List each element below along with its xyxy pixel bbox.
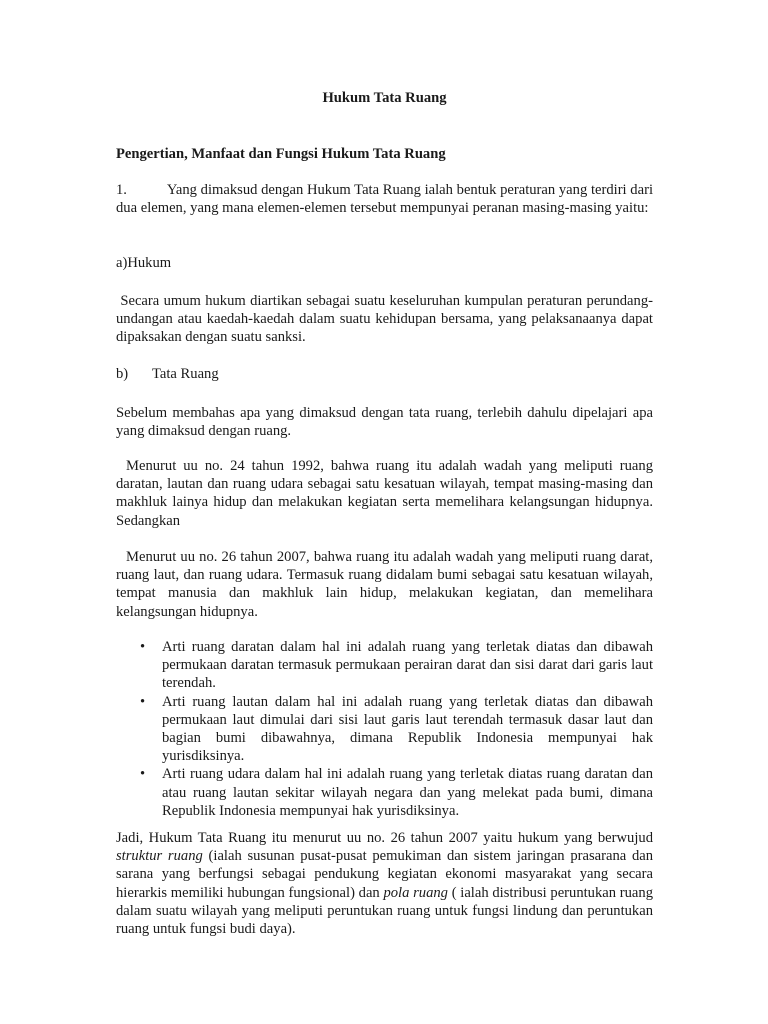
hukum-definition-paragraph: Secara umum hukum diartikan sebagai suatu keseluruhan kumpulan peraturan perundang-undangan atau kaedah-kaedah dalam suatu kehidupan bersama, yang pelaksanaanya dapat dipaksakan dengan suatu sanksi.	[116, 293, 657, 346]
sub-b-marker: b)	[116, 366, 129, 382]
point-1-text: Yang dimaksud dengan Hukum Tata Ruang ialah bentuk peraturan yang terdiri dari dua elemen, yang mana elemen-elemen tersebut mempunyai peranan masing-masing yaitu:	[116, 182, 653, 217]
point-1-number: 1.	[116, 182, 127, 198]
bullet-text: Arti ruang udara dalam hal ini adalah ruang yang terletak diatas ruang daratan dan atau ruang lautan sekitar wilayah negara dan yang melekat pada bumi, dimana Republik Indonesia mempunyai hak yurisdiksinya.	[162, 766, 653, 819]
bullet-icon: •	[140, 639, 146, 655]
list-item	[116, 693, 653, 766]
uu26-paragraph	[116, 548, 653, 621]
conclusion-paragraph	[116, 829, 653, 938]
bullet-icon: •	[140, 766, 146, 783]
sub-b-label: Tata Ruang	[152, 366, 219, 382]
bullet-text: Arti ruang lautan dalam hal ini adalah ruang yang terletak diatas dan dibawah permukaan laut dimulai dari sisi laut garis laut terendah termasuk dasar laut dan bagian bumi dibawahnya, dimana Republik Indonesia mempunyai hak yurisdiksinya.	[162, 693, 653, 765]
conclusion-text-3: ( ialah distribusi peruntukan ruang dalam suatu wilayah yang meliputi peruntukan ruang untuk fungsi lindung dan peruntukan ruang untuk fungsi budi daya).	[116, 884, 654, 938]
conclusion-italic-struktur: struktur ruang	[116, 848, 203, 865]
document-title: Hukum Tata Ruang	[322, 90, 447, 106]
uu26-text: Menurut uu no. 26 tahun 2007, bahwa ruang itu adalah wadah yang meliputi ruang darat, ruang laut, dan ruang udara. Termasuk ruang didalam bumi sebagai satu kesatuan wilayah, tempat manusia dan makhluk lain hidup, melakukan kegiatan, dan memelihara kelangsungan hidupnya.	[116, 549, 653, 620]
list-item	[116, 765, 653, 820]
point-1-paragraph	[116, 181, 653, 217]
sub-a-heading: a)Hukum	[116, 255, 172, 271]
bullet-text: Arti ruang daratan dalam hal ini adalah ruang yang terletak diatas dan dibawah permukaan daratan termasuk permukaan perairan darat dan sisi darat dari garis laut terendah.	[162, 639, 653, 692]
conclusion-italic-pola: pola ruang	[383, 884, 448, 901]
sub-b-heading	[116, 365, 653, 383]
sebelum-paragraph: Sebelum membahas apa yang dimaksud dengan tata ruang, terlebih dahulu dipelajari apa yang dimaksud dengan ruang.	[116, 405, 653, 440]
bullet-list	[116, 638, 653, 820]
section-heading: Pengertian, Manfaat dan Fungsi Hukum Tata Ruang	[116, 146, 446, 162]
uu24-text: Menurut uu no. 24 tahun 1992, bahwa ruang itu adalah wadah yang meliputi ruang daratan, lautan dan ruang udara sebagai satu kesatuan wilayah, tempat masing-masing dan makhluk lainya hidup dan melakukan kegiatan serta memelihara kelangsungan hidupnya. Sedangkan	[116, 458, 653, 529]
bullet-icon: •	[140, 693, 146, 710]
conclusion-text-1: Jadi, Hukum Tata Ruang itu menurut uu no. 26 tahun 2007 yaitu hukum yang berwujud	[116, 830, 653, 846]
conclusion-text-2: (ialah susunan pusat-pusat pemukiman dan sistem jaringan prasarana dan sarana yang berfungsi sebagai pendukung kegiatan ekonomi masyarakat yang secara hierarkis memiliki hubungan fungsional) dan	[116, 848, 654, 901]
uu24-paragraph	[116, 457, 653, 530]
list-item	[116, 638, 653, 693]
